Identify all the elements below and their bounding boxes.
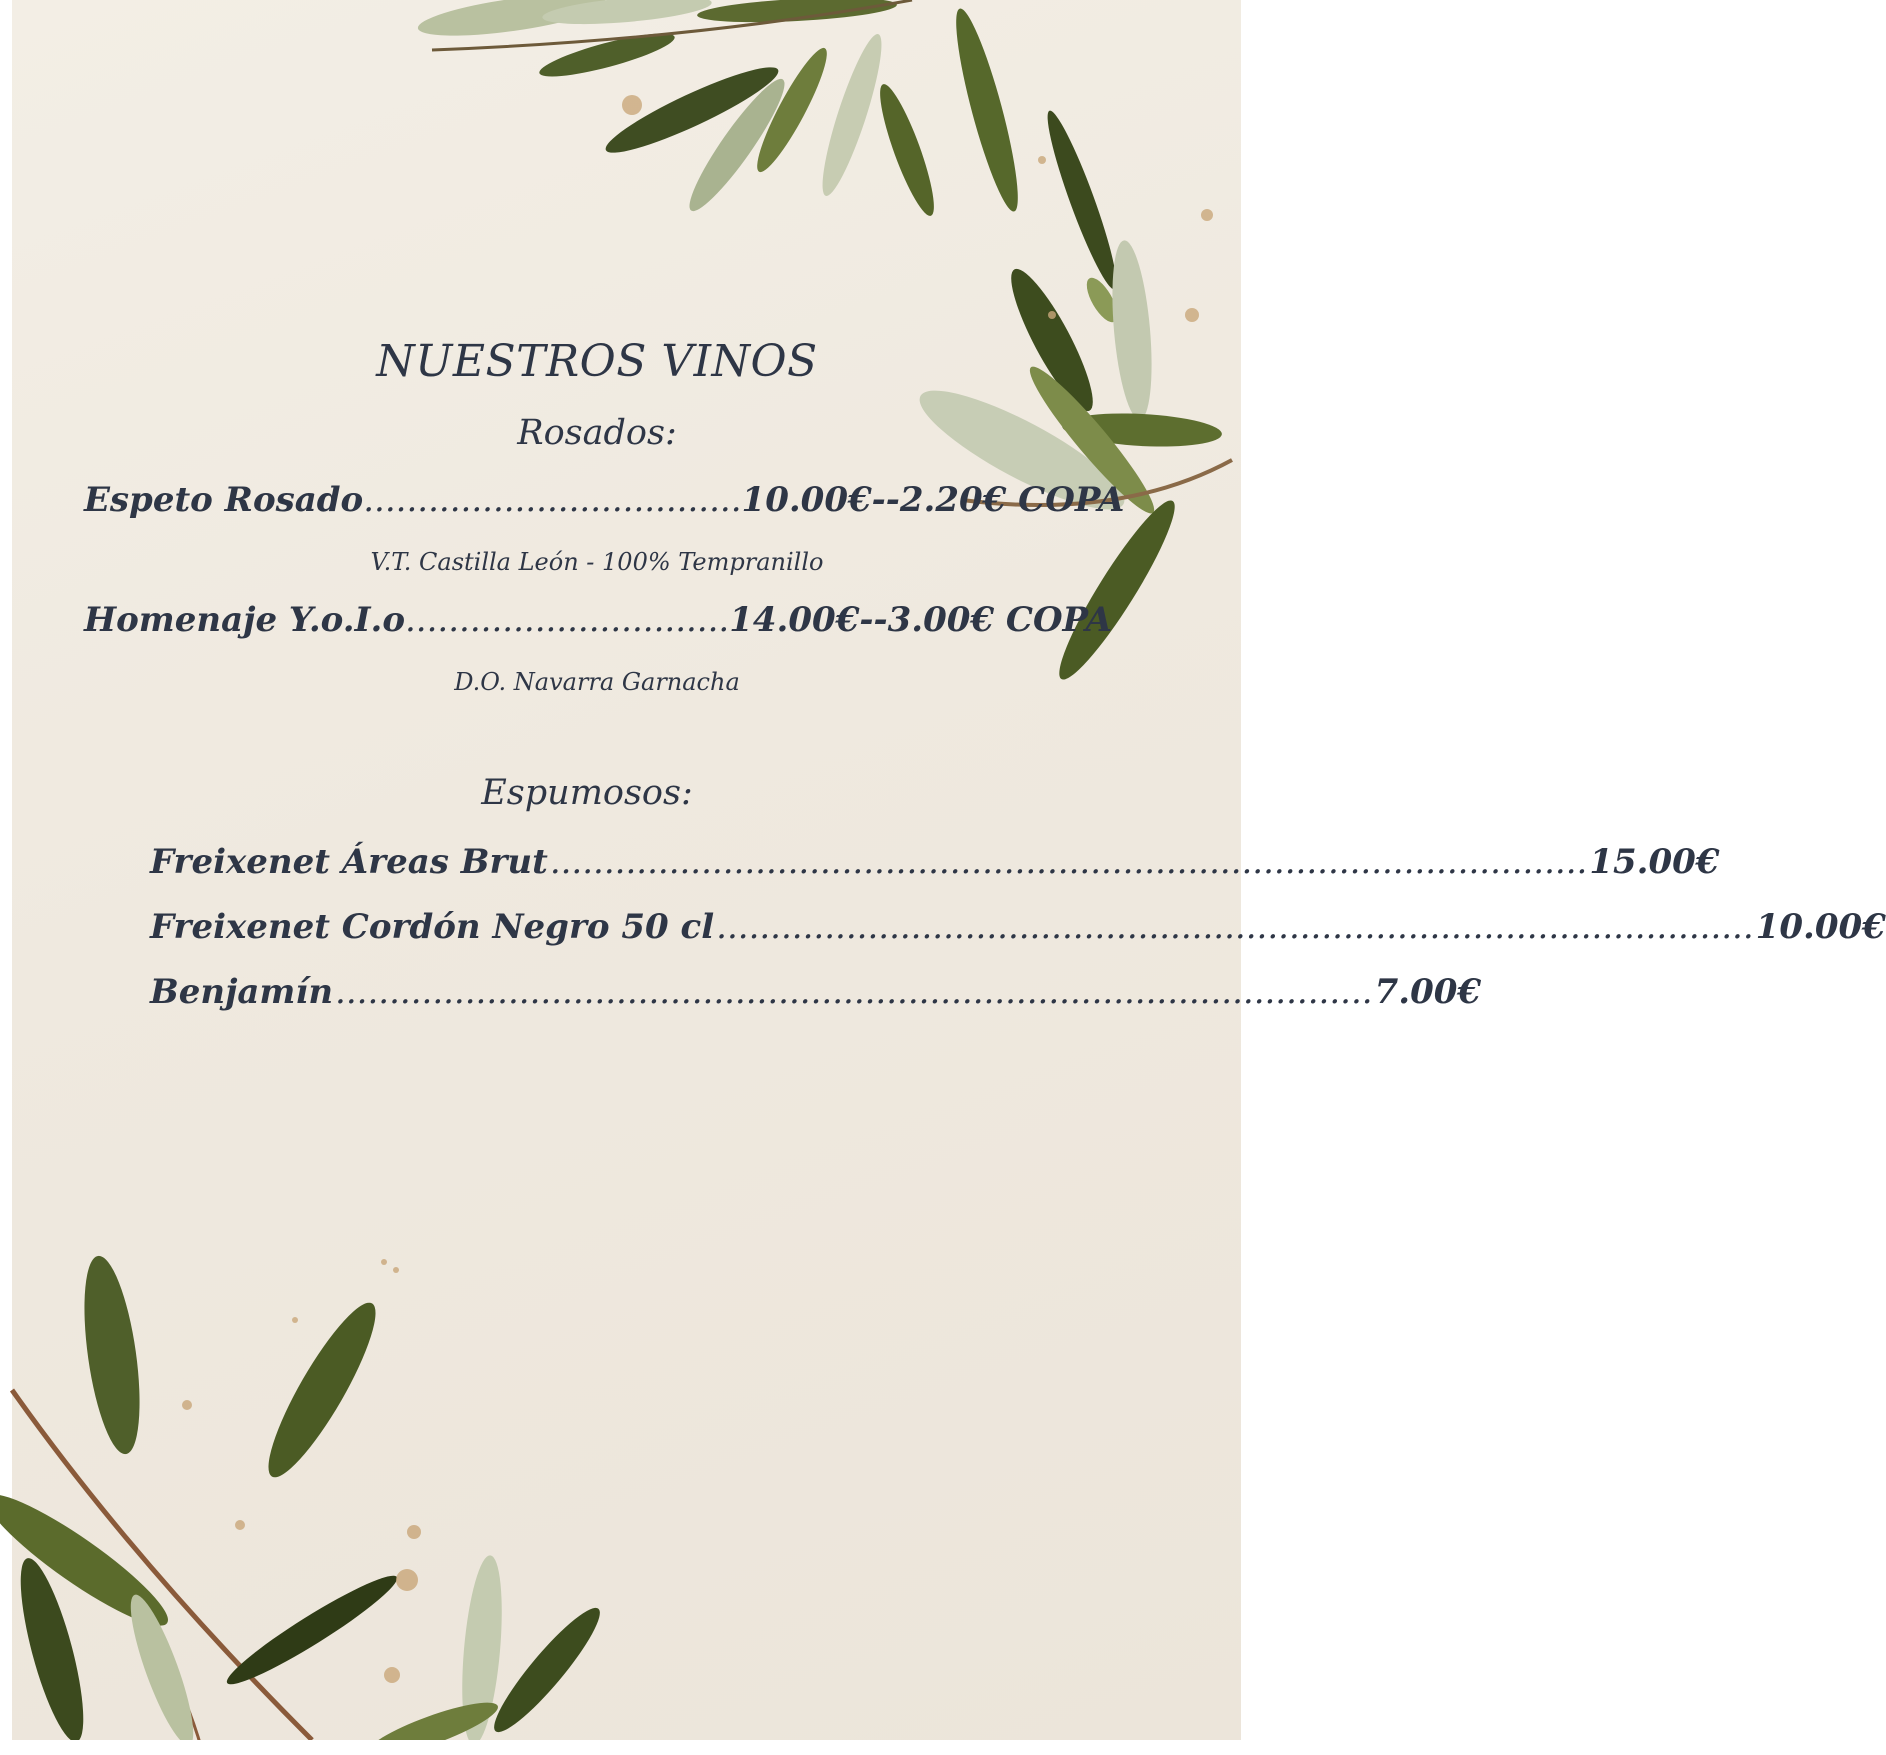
page-bottom-margin <box>0 1740 1241 1755</box>
leader-dots: ................................................................................................ <box>335 972 1373 1012</box>
leader-dots: ................................................................................................ <box>716 907 1754 947</box>
section-heading-espumosos: Espumosos: <box>481 773 693 813</box>
wine-item-freixenet-areas-brut <box>150 842 1720 882</box>
page-title: NUESTROS VINOS <box>376 336 818 387</box>
menu-page <box>12 0 1886 1740</box>
wine-price: 10.00€--2.20€ COPA <box>741 480 1125 520</box>
wine-note: V.T. Castilla León - 100% Tempranillo <box>370 548 824 576</box>
leader-dots: ................................................................................................ <box>549 842 1588 882</box>
wine-name: Freixenet Áreas Brut <box>150 842 548 882</box>
wine-name: Freixenet Cordón Negro 50 cl <box>150 907 715 947</box>
wine-name: Benjamín <box>150 972 334 1012</box>
wine-item-espeto-rosado <box>84 480 1124 520</box>
wine-note: D.O. Navarra Garnacha <box>454 668 740 696</box>
wine-item-freixenet-cordon-negro <box>150 907 1886 947</box>
wine-item-benjamin <box>150 972 1482 1012</box>
wine-item-homenaje <box>84 600 1112 640</box>
leader-dots: ................................... <box>363 480 742 520</box>
wine-name: Espeto Rosado <box>84 480 364 520</box>
section-heading-rosados: Rosados: <box>517 413 677 453</box>
wine-price: 14.00€--3.00€ COPA <box>729 600 1113 640</box>
wine-price: 15.00€ <box>1589 842 1720 882</box>
wine-name: Homenaje Y.o.I.o <box>84 600 405 640</box>
wine-price: 10.00€ <box>1755 907 1886 947</box>
wine-price: 7.00€ <box>1374 972 1482 1012</box>
leader-dots: .............................. <box>405 600 730 640</box>
